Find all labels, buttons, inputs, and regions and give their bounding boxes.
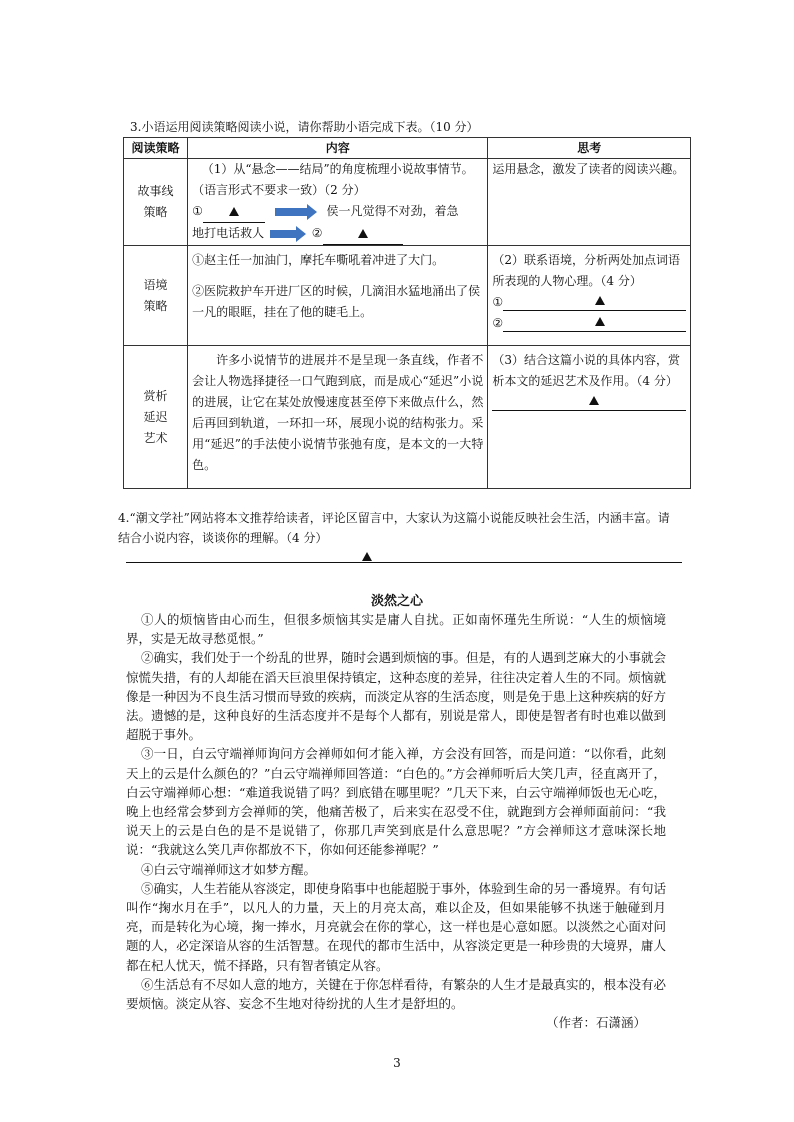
storyline-line-1 (192, 201, 483, 223)
essay-body (126, 610, 666, 1032)
thinking-cell (488, 159, 691, 246)
answer-marker-icon (589, 396, 599, 405)
content-cell (188, 346, 488, 489)
essay-author: （作者：石潇涵） (545, 1015, 646, 1031)
strategy-cell (124, 246, 188, 346)
header-content: 内容 (188, 138, 488, 159)
page-number: 3 (393, 1056, 401, 1070)
question-4-answer-line[interactable] (126, 556, 682, 563)
storyline-line-2 (192, 223, 483, 245)
answer-blank-1[interactable] (203, 201, 265, 223)
answer-line-2[interactable] (492, 313, 686, 334)
strategy-label-line: 赏析 (143, 388, 168, 403)
thinking-cell (488, 346, 691, 489)
answer-marker-icon (358, 229, 368, 238)
blank-2-prefix: ② (311, 226, 323, 240)
thinking-text: （3）结合这篇小说的具体内容，赏析本文的延迟艺术及作用。（4 分） (492, 353, 681, 388)
strategy-label-line: 艺术 (143, 430, 168, 445)
header-thinking: 思考 (488, 138, 691, 159)
strategy-label-line: 延迟 (143, 409, 168, 424)
header-strategy: 阅读策略 (124, 138, 188, 159)
question-4-text: 4.“潮文学社”网站将本文推荐给读者，评论区留言中，大家认为这篇小说能反映社会生活，内涵丰富。请结合小说内容，谈谈你的理解。（4 分） (118, 511, 670, 545)
context-sentence-2: ②医院救护车开进厂区的时候，几滴泪水猛地涌出了侯一凡的眼眶，挂在了他的睫毛上。 (192, 284, 481, 319)
table-row (124, 159, 691, 246)
strategy-cell (124, 159, 188, 246)
answer-3-blank[interactable] (492, 394, 686, 411)
table-row (124, 246, 691, 346)
answer-2-blank[interactable] (503, 315, 686, 332)
answer-2-prefix: ② (492, 316, 504, 330)
storyline-instruction: （1）从“悬念——结局”的角度梳理小说故事情节。（语言形式不要求一致）（2 分） (192, 162, 474, 197)
essay-paragraph: ③一日，白云守端禅师询问方会禅师如何才能入禅，方会没有回答，而是问道：“以你看，此刻天上的云是什么颜色的？”白云守端禅师回答道：“白色的。”方会禅师听后大笑几声，径直离开了，白云守端禅师心想：“难道我说错了吗？到底错在哪里呢？”几天下来，白云守端禅师饭也无心吃，晚上也经常会梦到方会禅师的笑，他痛苦极了，后来实在忍受不住，就跑到方会禅师面前问：“我说天上的云是白色的是不是说错了，你那几声笑到底是什么意思呢？”方会禅师这才意味深长地说：“我就这么笑几声你都放不下，你如何还能参禅呢？” (126, 746, 666, 858)
essay-paragraph: ④白云守端禅师这才如梦方醒。 (141, 861, 317, 877)
storyline-middle-text: 侯一凡觉得不对劲，着急 (326, 204, 459, 218)
reading-strategy-table (123, 137, 691, 489)
thinking-cell (488, 246, 691, 346)
strategy-cell (124, 346, 188, 489)
content-cell (188, 159, 488, 246)
answer-marker-icon (595, 317, 605, 326)
blank-1-prefix: ① (192, 204, 203, 218)
answer-1-blank[interactable] (503, 294, 686, 311)
essay-paragraph: ①人的烦恼皆由心而生，但很多烦恼其实是庸人自扰。正如南怀瑾先生所说：“人生的烦恼境界，实是无故寻愁觅恨。” (126, 612, 666, 647)
essay-paragraph: ②确实，我们处于一个纷乱的世界，随时会遇到烦恼的事。但是，有的人遇到芝麻大的小事就会惊慌失措，有的人却能在滔天巨浪里保持镇定，这种态度的差异，往往决定着人生的不同。烦恼就像是一种因为不良生活习惯而导致的疾病，而淡定从容的生活态度，则是免于患上这种疾病的好方法。遗憾的是，这种良好的生活态度并不是每个人都有，别说是常人，即使是智者有时也难以做到超脱于事外。 (126, 650, 667, 743)
essay-title: 淡然之心 (370, 594, 423, 609)
table-row (124, 346, 691, 489)
strategy-label-line: 策略 (143, 298, 168, 313)
strategy-label-line: 语境 (143, 277, 168, 292)
strategy-label-line: 策略 (143, 205, 168, 219)
right-arrow-icon (275, 201, 317, 222)
answer-blank-2[interactable] (323, 223, 403, 245)
storyline-end-text: 地打电话救人 (192, 226, 265, 240)
question-3-title: 3.小语运用阅读策略阅读小说，请你帮助小语完成下表。（10 分） (130, 120, 479, 134)
table-header-row (124, 138, 691, 159)
answer-marker-icon (362, 552, 372, 561)
answer-1-prefix: ① (492, 295, 504, 309)
right-arrow-icon (270, 223, 306, 244)
content-cell (188, 246, 488, 346)
context-sentence-1: ①赵主任一加油门，摩托车嘶吼着冲进了大门。 (192, 253, 445, 267)
thinking-text: （2）联系语境，分析两处加点词语所表现的人物心理。（4 分） (492, 253, 681, 288)
thinking-text: 运用悬念，激发了读者的阅读兴趣。 (492, 162, 685, 176)
answer-marker-icon (595, 296, 605, 305)
answer-line-1[interactable] (492, 292, 686, 313)
essay-paragraph: ⑥生活总有不尽如人意的地方，关键在于你怎样看待，有繁杂的人生才是最真实的，根本没有必要烦恼。淡定从容、妄念不生地对待纷扰的人生才是舒坦的。 (126, 976, 667, 1012)
answer-marker-icon (229, 207, 239, 216)
strategy-label-line: 故事线 (137, 184, 174, 198)
essay-paragraph: ⑤确实，人生若能从容淡定，即使身陷事中也能超脱于事外，体验到生命的另一番境界。有句话叫作“掬水月在手”，以凡人的力量，天上的月亮太高，难以企及，但如果能够不执迷于触碰到月亮，而是转化为心境，掬一捧水，月亮就会在你的掌心，这一样也是心意如愿。以淡然之心面对问题的人，必定深谙从容的生活智慧。在现代的都市生活中，从容淡定更是一种珍贵的大境界，庸人都在杞人忧天，慌不择路，只有智者镇定从容。 (126, 880, 667, 973)
delay-art-text: 许多小说情节的进展并不是呈现一条直线，作者不会让人物选择捷径一口气跑到底，而是成心“延迟”小说的进展，让它在某处放慢速度甚至停下来做点什么，然后再回到轨道，一环扣一环，展现小说的结构张力。采用“延迟”的手法使小说情节张弛有度，是本文的一大特色。 (192, 353, 484, 472)
